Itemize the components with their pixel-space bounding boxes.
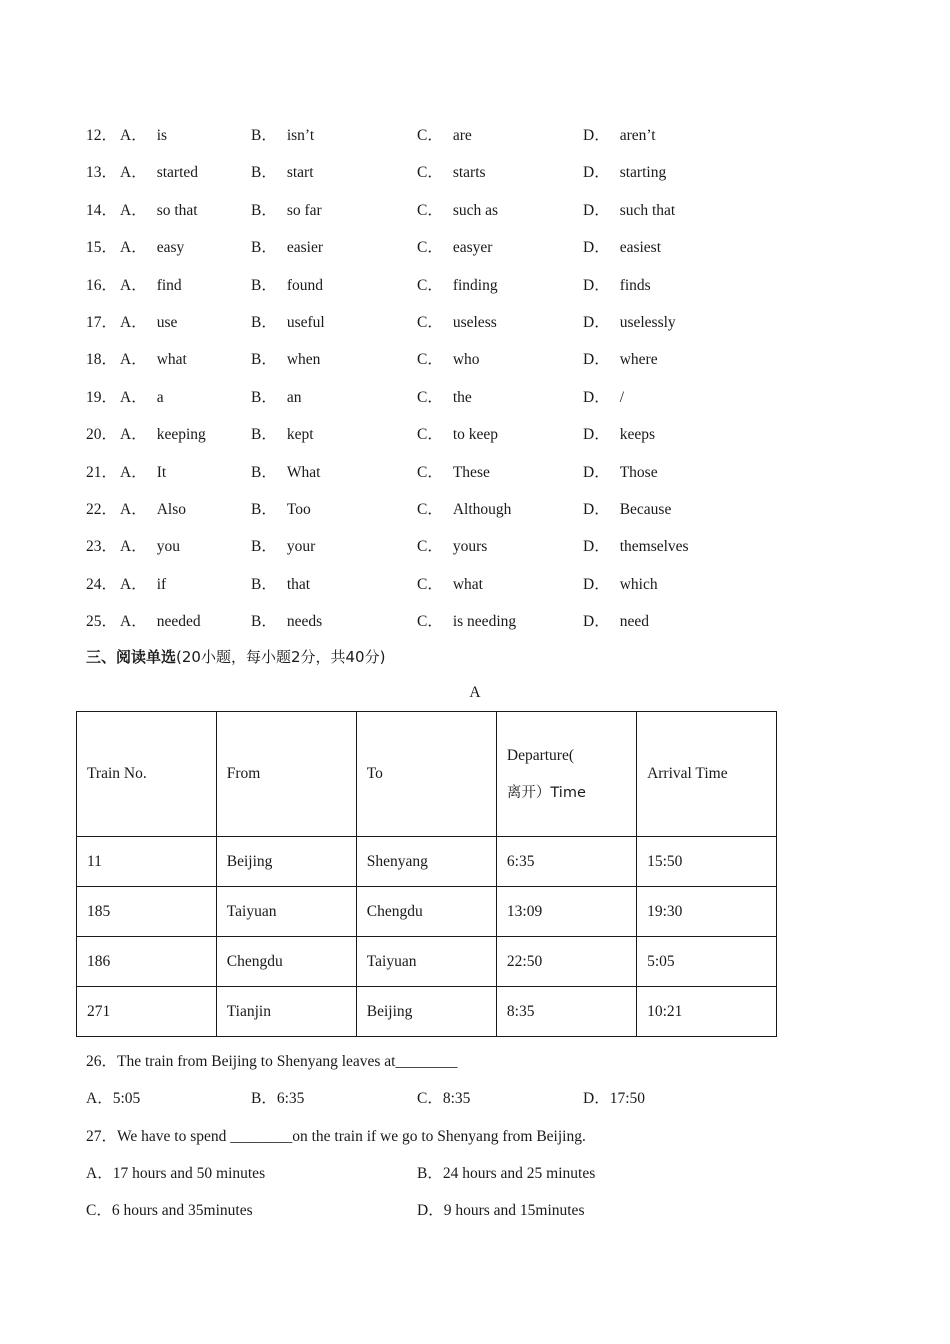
option-text: needs <box>286 613 323 631</box>
header-arrival-time: Arrival Time <box>637 712 777 837</box>
option-letter: A． <box>120 388 147 406</box>
option-b[interactable] <box>251 310 325 332</box>
option-letter: A． <box>120 575 147 593</box>
option-text: is needing <box>452 613 517 631</box>
option-text: It <box>156 463 167 481</box>
table-header-row <box>77 712 777 837</box>
option-d[interactable] <box>583 347 658 369</box>
option-letter: B． <box>251 164 277 182</box>
question-number: 22． <box>86 501 118 518</box>
option-letter: C． <box>417 463 443 481</box>
option-text: easiest <box>619 239 662 257</box>
option-b[interactable] <box>251 160 314 182</box>
option-letter: C． <box>417 164 443 182</box>
option-a[interactable] <box>120 534 180 556</box>
cloze-row <box>86 460 886 482</box>
option-d[interactable] <box>583 609 649 631</box>
option-letter: A． <box>120 351 147 369</box>
option-text: who <box>452 351 480 369</box>
option-d[interactable] <box>583 160 666 182</box>
option-a[interactable] <box>120 235 184 257</box>
cell-from: Beijing <box>216 837 356 887</box>
option-letter: B． <box>251 538 277 556</box>
option-a[interactable] <box>120 310 177 332</box>
question-number: 25． <box>86 613 118 631</box>
option-d[interactable] <box>583 460 658 482</box>
section-title-main: 三、阅读单选 <box>86 648 177 666</box>
option-text: such that <box>619 201 676 219</box>
option-d[interactable] <box>583 235 661 257</box>
option-text: useful <box>286 314 325 331</box>
option-text: what <box>452 575 483 593</box>
option-b[interactable] <box>251 198 322 220</box>
option-letter: D． <box>583 351 610 369</box>
option-letter: A． <box>120 164 147 182</box>
option-d[interactable] <box>583 123 656 145</box>
option-letter: B． <box>251 351 277 369</box>
option-letter: A． <box>120 426 147 444</box>
q26-option-d[interactable]: D．17:50 <box>583 1090 646 1107</box>
option-letter: C． <box>417 388 443 406</box>
header-departure-line1: Departure( <box>506 746 575 764</box>
table-row <box>77 887 777 937</box>
option-a[interactable] <box>120 572 166 594</box>
question-number: 20． <box>86 426 118 444</box>
option-text: finding <box>452 276 498 294</box>
option-b[interactable] <box>251 572 310 594</box>
option-letter: B． <box>251 314 277 331</box>
cell-departure: 6:35 <box>496 837 636 887</box>
cell-to: Shenyang <box>356 837 496 887</box>
option-text: so far <box>286 201 322 219</box>
option-a[interactable] <box>120 160 198 182</box>
cell-arrival: 15:50 <box>637 837 777 887</box>
option-a[interactable] <box>120 347 187 369</box>
option-d[interactable] <box>583 572 658 594</box>
q26-option-a[interactable]: A．5:05 <box>86 1090 141 1107</box>
option-text: keeps <box>619 426 655 444</box>
option-text: so that <box>156 201 198 219</box>
question-number: 16． <box>86 276 118 294</box>
option-text: when <box>286 351 321 369</box>
passage-label: A <box>469 684 481 701</box>
option-letter: C． <box>417 276 443 294</box>
option-text: Because <box>619 501 672 518</box>
option-b[interactable] <box>251 347 320 369</box>
option-letter: C． <box>417 501 443 518</box>
option-text: to keep <box>452 426 499 444</box>
question-number: 19． <box>86 388 118 406</box>
option-b[interactable] <box>251 534 315 556</box>
option-d[interactable] <box>583 422 655 444</box>
option-text: that <box>286 575 311 593</box>
option-letter: C． <box>417 351 443 369</box>
q27-option-d[interactable]: D．9 hours and 15minutes <box>417 1202 585 1219</box>
cloze-row <box>86 385 886 407</box>
option-letter: B． <box>251 463 277 481</box>
option-text: starts <box>452 164 486 182</box>
header-from: From <box>216 712 356 837</box>
option-b[interactable] <box>251 273 323 295</box>
cell-from: Tianjin <box>216 987 356 1037</box>
q27-option-c[interactable]: C．6 hours and 35minutes <box>86 1202 253 1219</box>
option-text: aren’t <box>619 127 656 144</box>
option-c[interactable] <box>417 534 487 556</box>
cloze-row <box>86 123 886 145</box>
option-a[interactable] <box>120 460 166 482</box>
question-number: 24． <box>86 575 118 593</box>
option-text: such as <box>452 201 499 219</box>
option-letter: A． <box>120 501 147 518</box>
option-d[interactable] <box>583 310 676 332</box>
option-text: Also <box>156 501 186 518</box>
option-letter: D． <box>583 613 610 631</box>
table-row <box>77 937 777 987</box>
option-letter: C． <box>417 538 443 556</box>
cell-to: Taiyuan <box>356 937 496 987</box>
cloze-row <box>86 347 886 369</box>
option-letter: C． <box>417 201 443 219</box>
option-letter: A． <box>120 613 147 631</box>
option-c[interactable] <box>417 422 498 444</box>
header-departure-time <box>496 712 636 837</box>
option-d[interactable] <box>583 273 651 295</box>
question-number: 13． <box>86 164 118 182</box>
option-letter: D． <box>583 127 610 144</box>
cell-from: Taiyuan <box>216 887 356 937</box>
option-letter: D． <box>583 388 610 406</box>
option-b[interactable] <box>251 422 314 444</box>
option-b[interactable] <box>251 609 322 631</box>
train-timetable <box>76 711 777 1037</box>
question-number: 12． <box>86 127 118 144</box>
option-a[interactable] <box>120 273 182 295</box>
cell-arrival: 10:21 <box>637 987 777 1037</box>
cloze-row <box>86 422 886 444</box>
question-number: 14． <box>86 201 118 219</box>
cell-departure: 13:09 <box>496 887 636 937</box>
option-letter: B． <box>251 575 277 593</box>
option-letter: B． <box>251 613 277 631</box>
option-text: What <box>286 463 321 481</box>
cell-departure: 8:35 <box>496 987 636 1037</box>
option-text: keeping <box>156 426 206 444</box>
option-d[interactable] <box>583 534 689 556</box>
option-text: need <box>619 613 649 631</box>
option-text: useless <box>452 314 497 331</box>
question-number: 17． <box>86 314 118 331</box>
option-text: kept <box>286 426 314 444</box>
option-letter: D． <box>583 201 610 219</box>
question-26-stem: 26．The train from Beijing to Shenyang leaves at________ <box>86 1053 458 1070</box>
cloze-row <box>86 198 886 220</box>
option-c[interactable] <box>417 497 511 519</box>
option-letter: D． <box>583 276 610 294</box>
option-letter: D． <box>583 164 610 182</box>
option-a[interactable] <box>120 497 186 519</box>
option-letter: A． <box>120 201 147 219</box>
option-c[interactable] <box>417 572 483 594</box>
option-letter: C． <box>417 613 443 631</box>
option-c[interactable] <box>417 198 498 220</box>
option-c[interactable] <box>417 160 486 182</box>
option-c[interactable] <box>417 460 490 482</box>
option-c[interactable] <box>417 609 516 631</box>
option-text: easy <box>156 239 185 257</box>
header-to: To <box>356 712 496 837</box>
option-text: easier <box>286 239 323 257</box>
option-text: started <box>156 164 199 182</box>
option-letter: D． <box>583 463 610 481</box>
option-text: find <box>156 276 182 294</box>
cloze-row <box>86 609 886 631</box>
option-c[interactable] <box>417 235 492 257</box>
option-c[interactable] <box>417 123 472 145</box>
option-a[interactable] <box>120 123 167 145</box>
option-text: an <box>286 388 302 406</box>
option-text: themselves <box>619 538 689 556</box>
option-b[interactable] <box>251 385 301 407</box>
option-letter: A． <box>120 239 147 257</box>
option-letter: C． <box>417 127 443 144</box>
option-letter: D． <box>583 501 610 518</box>
option-d[interactable] <box>583 497 671 519</box>
option-letter: D． <box>583 538 610 556</box>
option-letter: C． <box>417 575 443 593</box>
section-title-note: (20小题，每小题2分，共40分) <box>176 648 386 666</box>
option-letter: B． <box>251 426 277 444</box>
option-text: the <box>452 388 472 406</box>
table-row <box>77 837 777 887</box>
option-letter: B． <box>251 127 277 144</box>
option-letter: C． <box>417 426 443 444</box>
option-text: which <box>619 575 658 593</box>
option-a[interactable] <box>120 609 201 631</box>
option-a[interactable] <box>120 385 164 407</box>
cloze-row <box>86 310 886 332</box>
option-a[interactable] <box>120 198 198 220</box>
option-text: if <box>156 575 167 593</box>
option-letter: A． <box>120 314 147 331</box>
q27-option-a[interactable]: A．17 hours and 50 minutes <box>86 1165 266 1182</box>
cloze-row <box>86 572 886 594</box>
option-letter: A． <box>120 463 147 481</box>
option-letter: D． <box>583 575 610 593</box>
option-b[interactable] <box>251 235 323 257</box>
cloze-row <box>86 273 886 295</box>
cell-arrival: 19:30 <box>637 887 777 937</box>
option-d[interactable] <box>583 385 624 407</box>
option-text: where <box>619 351 658 369</box>
option-text: uselessly <box>619 314 676 331</box>
option-letter: A． <box>120 538 147 556</box>
question-number: 15． <box>86 239 118 257</box>
option-text: isn’t <box>286 127 315 144</box>
option-text: your <box>286 538 316 556</box>
cell-to: Beijing <box>356 987 496 1037</box>
option-text: finds <box>619 276 651 294</box>
option-text: is <box>156 127 168 144</box>
cell-departure: 22:50 <box>496 937 636 987</box>
cloze-row <box>86 235 886 257</box>
option-letter: C． <box>417 314 443 331</box>
option-letter: D． <box>583 239 610 257</box>
option-c[interactable] <box>417 273 498 295</box>
option-d[interactable] <box>583 198 675 220</box>
option-letter: B． <box>251 239 277 257</box>
option-letter: B． <box>251 501 277 518</box>
option-text: Too <box>286 501 311 518</box>
option-b[interactable] <box>251 123 314 145</box>
option-letter: B． <box>251 201 277 219</box>
option-text: use <box>156 314 178 331</box>
option-a[interactable] <box>120 422 206 444</box>
option-c[interactable] <box>417 310 497 332</box>
cloze-row <box>86 497 886 519</box>
option-text: Those <box>619 463 658 481</box>
option-letter: C． <box>417 239 443 257</box>
option-text: easyer <box>452 239 493 257</box>
option-text: yours <box>452 538 488 556</box>
question-27-stem: 27．We have to spend ________on the train if we go to Shenyang from Beijing. <box>86 1128 586 1145</box>
option-b[interactable] <box>251 497 311 519</box>
table-row <box>77 987 777 1037</box>
cell-from: Chengdu <box>216 937 356 987</box>
option-c[interactable] <box>417 385 472 407</box>
option-text: Although <box>452 501 512 518</box>
section-title <box>86 646 385 667</box>
option-letter: D． <box>583 314 610 331</box>
question-number: 21． <box>86 463 118 481</box>
question-number: 18． <box>86 351 118 369</box>
cell-arrival: 5:05 <box>637 937 777 987</box>
option-letter: B． <box>251 276 277 294</box>
question-number: 23． <box>86 538 118 556</box>
question-26-options <box>86 1086 886 1108</box>
cell-train-no: 11 <box>77 837 217 887</box>
q27-option-b[interactable]: B．24 hours and 25 minutes <box>417 1165 596 1182</box>
cell-train-no: 271 <box>77 987 217 1037</box>
q26-option-c[interactable]: C．8:35 <box>417 1090 471 1107</box>
option-b[interactable] <box>251 460 320 482</box>
option-letter: A． <box>120 127 147 144</box>
option-c[interactable] <box>417 347 480 369</box>
option-text: start <box>286 164 314 182</box>
option-text: found <box>286 276 324 294</box>
option-text: These <box>452 463 490 481</box>
timetable-body <box>77 837 777 1037</box>
cell-train-no: 185 <box>77 887 217 937</box>
cloze-row <box>86 534 886 556</box>
option-text: needed <box>156 613 201 631</box>
cell-to: Chengdu <box>356 887 496 937</box>
option-letter: D． <box>583 426 610 444</box>
header-departure-line2: 离开）Time <box>506 784 586 801</box>
header-train-no: Train No. <box>77 712 217 837</box>
option-letter: B． <box>251 388 277 406</box>
option-text: / <box>619 388 625 406</box>
option-text: starting <box>619 164 667 182</box>
cloze-row <box>86 160 886 182</box>
cell-train-no: 186 <box>77 937 217 987</box>
option-text: are <box>452 127 472 144</box>
option-text: you <box>156 538 180 556</box>
q26-option-b[interactable]: B．6:35 <box>251 1090 305 1107</box>
option-letter: A． <box>120 276 147 294</box>
option-text: a <box>156 388 164 406</box>
option-text: what <box>156 351 187 369</box>
